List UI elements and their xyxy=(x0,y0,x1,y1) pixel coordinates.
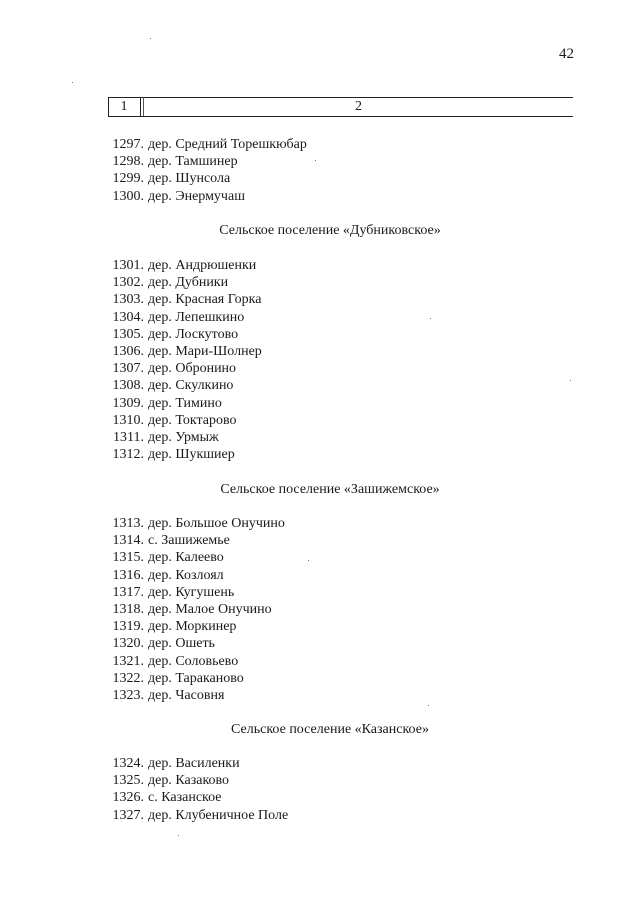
scan-speck xyxy=(428,705,429,706)
list-item xyxy=(0,515,640,532)
item-name: дер. Андрюшенки xyxy=(148,258,257,273)
item-name: дер. Лепешкино xyxy=(148,309,245,325)
item-number: 1309. xyxy=(112,395,144,411)
table-header xyxy=(108,95,573,117)
item-name: дер. Калеево xyxy=(148,550,224,566)
item-number: 1319. xyxy=(112,619,144,635)
item-name: дер. Токтарово xyxy=(148,412,237,428)
list-item xyxy=(0,549,640,566)
header-column-2: 2 xyxy=(355,99,362,114)
item-number: 1322. xyxy=(112,670,144,686)
item-name: дер. Клубеничное Поле xyxy=(148,807,289,823)
header-rule-bottom xyxy=(108,116,573,117)
section-title-zashizhemskoe: Сельское поселение «Зашижемское» xyxy=(220,482,440,497)
list-item xyxy=(0,309,640,326)
item-number: 1300. xyxy=(112,188,144,204)
item-number: 1308. xyxy=(112,378,144,394)
item-name: дер. Скулкино xyxy=(148,378,234,394)
list-item xyxy=(0,377,640,394)
item-number: 1304. xyxy=(112,309,144,325)
list-item xyxy=(0,136,640,153)
item-number: 1324. xyxy=(112,756,144,771)
list-item xyxy=(0,446,640,463)
item-name: дер. Средний Торешкюбар xyxy=(148,137,307,152)
item-number: 1323. xyxy=(112,687,144,703)
item-name: дер. Василенки xyxy=(148,756,240,771)
list-item xyxy=(0,584,640,601)
list-item xyxy=(0,618,640,635)
item-name: дер. Красная Горка xyxy=(148,292,262,308)
list-item xyxy=(0,257,640,274)
item-number: 1316. xyxy=(112,567,144,583)
list-item xyxy=(0,567,640,584)
item-number: 1312. xyxy=(112,447,144,463)
list-item xyxy=(0,412,640,429)
list-item xyxy=(0,291,640,308)
item-name: дер. Тамшинер xyxy=(148,154,238,170)
list-item xyxy=(0,188,640,205)
item-name: дер. Шукшиер xyxy=(148,447,235,463)
item-name: дер. Малое Онучино xyxy=(148,601,272,617)
item-number: 1301. xyxy=(112,258,144,273)
section-title-kazanskoe: Сельское поселение «Казанское» xyxy=(231,722,429,737)
item-number: 1314. xyxy=(112,533,144,549)
item-number: 1325. xyxy=(112,773,144,789)
entry-list-kazanskoe xyxy=(0,755,640,824)
section-title-dubnikovskoe: Сельское поселение «Дубниковское» xyxy=(219,223,441,238)
item-name: дер. Соловьево xyxy=(148,653,239,669)
entry-list-dubnikovskoe xyxy=(0,257,640,463)
entry-list-continued xyxy=(0,136,640,205)
list-item xyxy=(0,601,640,618)
item-number: 1303. xyxy=(112,292,144,308)
list-item xyxy=(0,170,640,187)
item-name: дер. Урмыж xyxy=(148,429,219,445)
item-number: 1321. xyxy=(112,653,144,669)
item-number: 1315. xyxy=(112,550,144,566)
item-number: 1320. xyxy=(112,636,144,652)
item-number: 1307. xyxy=(112,361,144,377)
item-name: с. Казанское xyxy=(148,790,222,806)
scan-speck xyxy=(150,38,151,39)
list-item xyxy=(0,343,640,360)
item-number: 1313. xyxy=(112,516,144,531)
item-number: 1326. xyxy=(112,790,144,806)
item-number: 1311. xyxy=(113,429,144,445)
item-name: дер. Энермучаш xyxy=(148,188,245,204)
list-item xyxy=(0,670,640,687)
item-number: 1302. xyxy=(112,275,144,291)
item-name: дер. Мари-Шолнер xyxy=(148,343,262,359)
item-name: дер. Моркинер xyxy=(148,619,237,635)
list-item xyxy=(0,532,640,549)
item-number: 1305. xyxy=(112,326,144,342)
header-column-1: 1 xyxy=(120,99,128,114)
entry-list-zashizhemskoe xyxy=(0,515,640,704)
header-column-divider xyxy=(140,97,141,116)
item-name: дер. Большое Онучино xyxy=(148,516,285,531)
scan-speck xyxy=(308,560,309,561)
list-item xyxy=(0,653,640,670)
item-name: дер. Казаково xyxy=(148,773,230,789)
list-item xyxy=(0,772,640,789)
list-item xyxy=(0,429,640,446)
page-number: 42 xyxy=(559,46,574,62)
scan-speck xyxy=(430,318,431,319)
item-number: 1318. xyxy=(112,601,144,617)
scan-speck xyxy=(178,835,179,836)
scan-speck xyxy=(570,380,571,381)
item-number: 1327. xyxy=(112,807,144,823)
list-item xyxy=(0,360,640,377)
item-name: дер. Лоскутово xyxy=(148,326,239,342)
scan-speck xyxy=(72,82,73,83)
item-number: 1310. xyxy=(112,412,144,428)
item-number: 1299. xyxy=(112,171,144,187)
list-item xyxy=(0,635,640,652)
item-name: дер. Тараканово xyxy=(148,670,244,686)
item-number: 1306. xyxy=(112,343,144,359)
item-name: дер. Часовня xyxy=(148,687,225,703)
item-name: дер. Козлоял xyxy=(148,567,224,583)
list-item xyxy=(0,807,640,824)
item-number: 1297. xyxy=(112,137,144,152)
item-name: дер. Ошеть xyxy=(148,636,215,652)
list-item xyxy=(0,326,640,343)
scan-speck xyxy=(315,160,316,161)
item-name: с. Зашижемье xyxy=(148,533,230,549)
item-number: 1298. xyxy=(112,154,144,170)
list-item xyxy=(0,755,640,772)
item-name: дер. Дубники xyxy=(148,275,229,291)
list-item xyxy=(0,274,640,291)
item-number: 1317. xyxy=(112,584,144,600)
item-name: дер. Шунсола xyxy=(148,171,231,187)
item-name: дер. Обронино xyxy=(148,361,237,377)
item-name: дер. Тимино xyxy=(148,395,222,411)
list-item xyxy=(0,687,640,704)
list-item xyxy=(0,153,640,170)
item-name: дер. Кугушень xyxy=(148,584,235,600)
list-item xyxy=(0,395,640,412)
list-item xyxy=(0,789,640,806)
